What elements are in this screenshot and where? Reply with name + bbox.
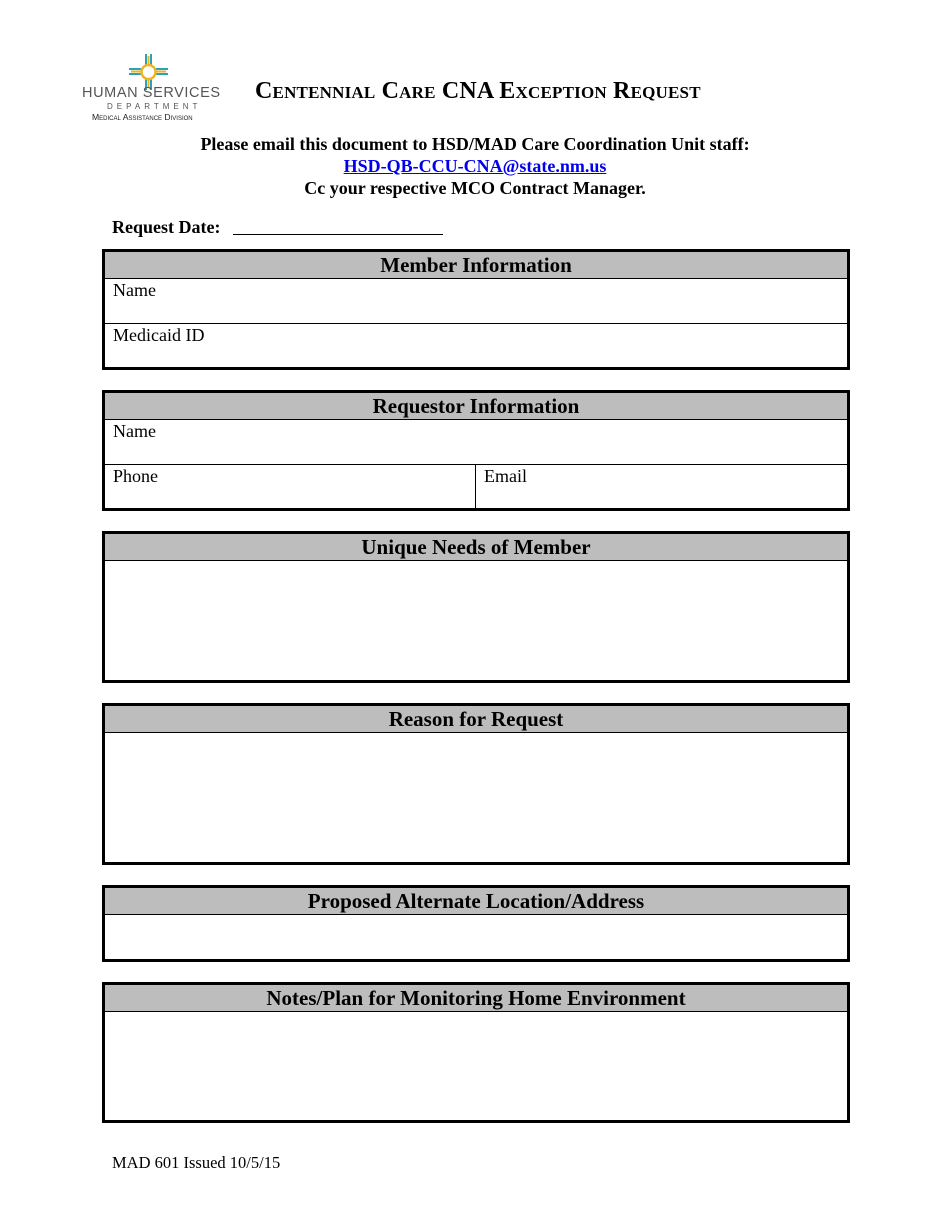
requestor-email-field[interactable]: [475, 465, 527, 508]
member-name-field[interactable]: [105, 279, 847, 323]
alternate-location-header: Proposed Alternate Location/Address: [105, 888, 847, 915]
unique-needs-section: [102, 531, 850, 683]
notes-field[interactable]: [105, 1012, 847, 1120]
logo-human-services: HUMAN SERVICES: [82, 85, 221, 101]
email-link[interactable]: HSD-QB-CCU-CNA@state.nm.us: [343, 156, 607, 176]
logo-division: Medical Assistance Division: [92, 112, 193, 122]
cc-line: Cc your respective MCO Contract Manager.: [304, 178, 646, 198]
request-date-label: Request Date:: [112, 217, 221, 237]
page-title: Centennial Care CNA Exception Request: [255, 78, 701, 104]
medicaid-id-label: Medicaid ID: [113, 325, 205, 345]
unique-needs-header: Unique Needs of Member: [105, 534, 847, 561]
requestor-information-header: Requestor Information: [105, 393, 847, 420]
unique-needs-field[interactable]: [105, 561, 847, 680]
reason-header: Reason for Request: [105, 706, 847, 733]
requestor-information-section: [102, 390, 850, 511]
member-information-section: [102, 249, 850, 370]
instructions-line: Please email this document to HSD/MAD Care Coordination Unit staff:: [200, 134, 750, 154]
member-information-header: Member Information: [105, 252, 847, 279]
reason-section: [102, 703, 850, 865]
notes-section: [102, 982, 850, 1123]
requestor-email-label: Email: [484, 466, 527, 486]
hsd-logo: [80, 52, 225, 126]
requestor-phone-field[interactable]: [105, 465, 475, 508]
logo-department: DEPARTMENT: [107, 102, 202, 111]
member-name-label: Name: [113, 280, 156, 300]
alternate-location-section: [102, 885, 850, 962]
form-footer: MAD 601 Issued 10/5/15: [112, 1153, 281, 1172]
requestor-name-field[interactable]: [105, 420, 847, 464]
requestor-name-label: Name: [113, 421, 156, 441]
request-date-field[interactable]: [233, 234, 443, 235]
requestor-phone-label: Phone: [113, 466, 158, 486]
alternate-location-field[interactable]: [105, 915, 847, 959]
medicaid-id-field[interactable]: [105, 323, 847, 367]
notes-header: Notes/Plan for Monitoring Home Environment: [105, 985, 847, 1012]
reason-field[interactable]: [105, 733, 847, 862]
